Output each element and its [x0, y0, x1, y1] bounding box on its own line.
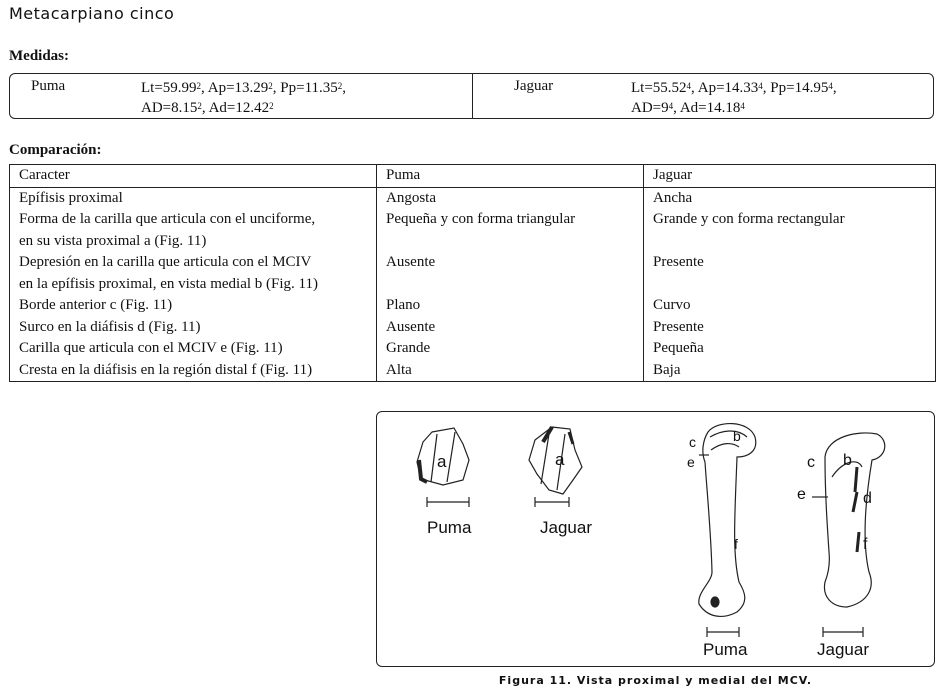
- measure-line: $AD=8.15^2$, $Ad=12.42^2$: [141, 100, 274, 116]
- table-header-row: [10, 165, 936, 188]
- letter-f-jaguar: f: [863, 536, 868, 553]
- cell-caracter: [10, 360, 377, 382]
- label-jaguar-medial: Jaguar: [817, 640, 869, 659]
- cell-jaguar: [644, 338, 936, 360]
- measure-superscript: 4: [686, 81, 692, 91]
- measure-value: Lt=59.99: [141, 80, 197, 96]
- cell-puma: [377, 295, 644, 317]
- table-row: [10, 317, 936, 339]
- header-jaguar: Jaguar: [644, 165, 936, 188]
- header-caracter: Caracter: [10, 165, 377, 188]
- letter-a-jaguar: a: [555, 450, 565, 469]
- comparison-table: [9, 164, 936, 382]
- table-row: [10, 338, 936, 360]
- header-puma: Puma: [377, 165, 644, 188]
- measure-value: AD=9: [631, 100, 669, 116]
- cell-line: Baja: [653, 361, 681, 378]
- figure-caption: Figura 11. Vista proximal y medial del MCV.: [498, 674, 813, 687]
- measure-value: AD=8.15: [141, 100, 198, 116]
- cell-caracter: [10, 295, 377, 317]
- cell-line: Grande: [386, 340, 431, 356]
- measure-value: Pp=14.95: [770, 80, 829, 96]
- measures-heading: Medidas:: [9, 48, 69, 64]
- cell-line: Ausente: [386, 318, 436, 335]
- measure-superscript: 2: [197, 101, 202, 111]
- cell-line: Plano: [386, 297, 421, 313]
- cell-line: Surco en la diáfisis d (Fig. 11): [19, 318, 201, 335]
- section-title: Metacarpiano cinco: [9, 4, 175, 23]
- divider: [472, 74, 473, 118]
- measure-value: Lt=55.52: [631, 80, 687, 96]
- cell-jaguar: [644, 209, 936, 252]
- cell-jaguar: [644, 360, 936, 382]
- cell-caracter: [10, 252, 377, 295]
- table-row: [10, 252, 936, 295]
- measure-value: Ad=12.42: [208, 100, 270, 116]
- measure-name-puma: Puma: [31, 78, 66, 94]
- measure-value: Ap=14.33: [697, 80, 759, 96]
- letter-d-jaguar: d: [863, 490, 872, 507]
- cell-line: Pequeña: [653, 340, 704, 356]
- cell-puma: [377, 360, 644, 382]
- measure-superscript: 4: [758, 81, 763, 91]
- measure-superscript: 2: [337, 81, 343, 91]
- cell-line: Presente: [653, 318, 704, 335]
- cell-line: Cresta en la diáfisis en la región distal f (Fig. 11): [19, 361, 313, 378]
- cell-puma: [377, 252, 644, 295]
- label-puma-proximal: Puma: [427, 518, 472, 537]
- cell-line: Grande y con forma rectangular: [653, 211, 845, 227]
- cell-puma: [377, 338, 644, 360]
- letter-a-puma: a: [437, 452, 447, 471]
- measure-superscript: 2: [268, 81, 273, 91]
- cell-caracter: [10, 317, 377, 339]
- measure-line: $Lt=59.99^2$, $Ap=13.29^2$, $Pp=11.35^2$,: [141, 80, 347, 96]
- measure-superscript: 4: [828, 81, 833, 91]
- cell-caracter: [10, 338, 377, 360]
- letter-e-jaguar: e: [797, 486, 806, 503]
- cell-line: Curvo: [653, 297, 691, 313]
- cell-line: en la epífisis proximal, en vista medial b (Fig. 11): [19, 275, 318, 292]
- measure-values-puma: [141, 78, 346, 118]
- table-row: [10, 187, 936, 209]
- measure-superscript: 4: [740, 101, 745, 111]
- letter-f-puma: f: [734, 536, 738, 552]
- table-row: [10, 360, 936, 382]
- figure-11: [376, 411, 935, 667]
- measure-name-jaguar: Jaguar: [514, 78, 554, 94]
- letter-b-puma: b: [733, 428, 741, 444]
- cell-line: Carilla que articula con el MCIV e (Fig. 11): [19, 340, 283, 356]
- cell-puma: [377, 187, 644, 209]
- measure-value: Ad=14.18: [679, 100, 741, 116]
- table-row: [10, 209, 936, 252]
- cell-jaguar: [644, 252, 936, 295]
- cell-jaguar: [644, 317, 936, 339]
- measure-line: $Lt=55.52^4$, $Ap=14.33^4$, $Pp=14.95^4$,: [631, 80, 837, 96]
- cell-line: Depresión en la carilla que articula con el MCIV: [19, 254, 312, 270]
- bone-drawings: [377, 412, 936, 668]
- measure-superscript: 2: [196, 81, 202, 91]
- comparison-heading: Comparación:: [9, 142, 102, 158]
- letter-c-puma: c: [689, 434, 696, 450]
- measure-superscript: 4: [668, 101, 674, 111]
- cell-line: Borde anterior c (Fig. 11): [19, 297, 173, 313]
- measures-box: [9, 73, 934, 119]
- cell-line: Alta: [386, 361, 412, 378]
- cell-line: Angosta: [386, 189, 436, 206]
- measure-superscript: 2: [269, 101, 274, 111]
- cell-line: Pequeña y con forma triangular: [386, 211, 576, 227]
- cell-caracter: [10, 209, 377, 252]
- cell-line: Forma de la carilla que articula con el unciforme,: [19, 211, 316, 227]
- cell-caracter: [10, 187, 377, 209]
- label-jaguar-proximal: Jaguar: [540, 518, 592, 537]
- cell-jaguar: [644, 295, 936, 317]
- cell-line: en su vista proximal a (Fig. 11): [19, 232, 207, 249]
- cell-line: Ausente: [386, 254, 436, 270]
- measure-value: Ap=13.29: [207, 80, 269, 96]
- letter-b-jaguar: b: [843, 452, 852, 469]
- letter-e-puma: e: [687, 454, 695, 470]
- cell-puma: [377, 209, 644, 252]
- label-puma-medial: Puma: [703, 640, 748, 659]
- cell-jaguar: [644, 187, 936, 209]
- table-row: [10, 295, 936, 317]
- measure-line: $AD=9^4$, $Ad=14.18^4$: [631, 100, 745, 116]
- measure-values-jaguar: [631, 78, 837, 118]
- letter-c-jaguar: c: [807, 454, 815, 471]
- cell-line: Ancha: [653, 189, 693, 206]
- measure-value: Pp=11.35: [280, 80, 338, 96]
- cell-line: Epífisis proximal: [19, 189, 123, 206]
- cell-puma: [377, 317, 644, 339]
- cell-line: Presente: [653, 254, 704, 270]
